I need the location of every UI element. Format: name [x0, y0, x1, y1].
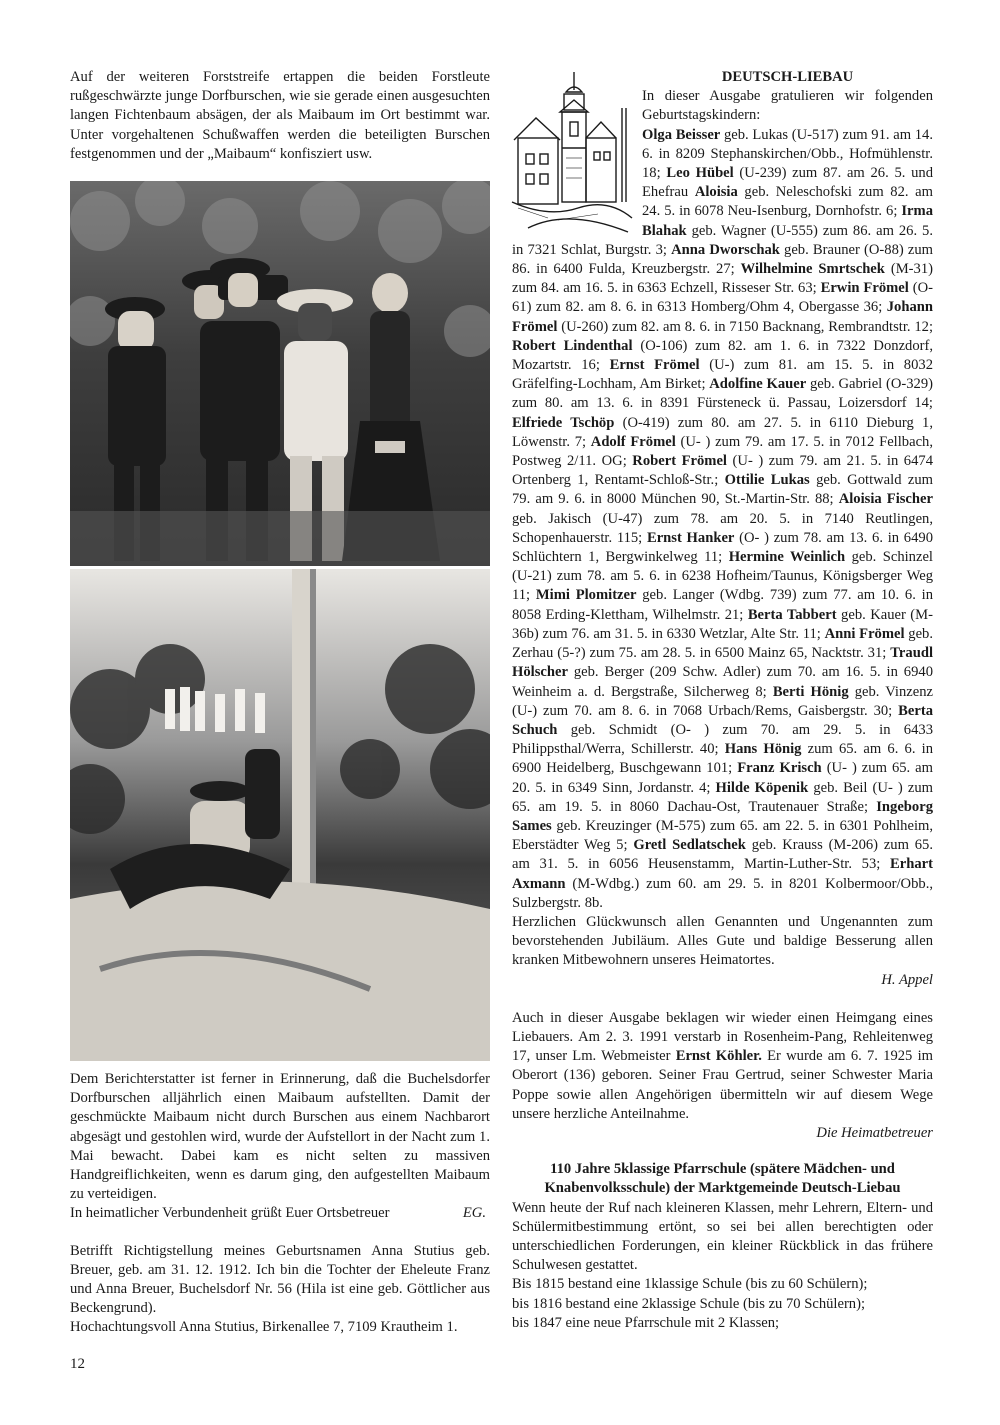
birthday-details: geb. Schinzel (U-21) zum 78. am 5. 6. in 6238 Hofheim/Taunus, Königsberger Weg 11; — [512, 549, 933, 604]
birthday-name: Elfriede Tschöp — [512, 414, 615, 431]
birthday-details: (M-Wdbg.) zum 60. am 29. 5. in 8201 Kolbermoor/Obb., Sulzbergstr. 8b. — [512, 875, 933, 911]
birthday-name: Ernst Hanker — [646, 529, 735, 546]
birthday-list — [512, 126, 933, 913]
photo-village-youths-image — [70, 181, 490, 566]
birthday-details: (O-419) zum 80. am 27. 5. in 6110 Dieburg 1, Löwenstr. 7; — [512, 414, 933, 450]
birthday-name: Berta Schuch — [512, 702, 933, 738]
birthday-details: (U- ) zum 79. am 21. 5. in 6474 Ortenberg 1, Rentamt-Schloß-Str.; — [512, 453, 933, 489]
birthday-details: zum 65. am 6. 6. in 6900 Heidelberg, Buschgewann 101; — [512, 741, 933, 777]
birthday-details: (O- ) zum 78. am 13. 6. in 6490 Schlüchtern 1, Bergwinkelweg 11; — [512, 529, 933, 566]
birthday-name: Anni Frömel — [824, 625, 905, 642]
birthday-name: Aloisia Fischer — [838, 491, 933, 508]
birthday-name: Anna Dworschak — [671, 241, 780, 258]
maypole-report-paragraph: Dem Berichterstatter ist ferner in Erinnerung, daß die Buchelsdorfer Dorfburschen alljährlich einen Maibaum aufstellten. Damit der geschmückte Maibaum nicht durch Burschen aus einem Nachbarort abgesägt und gestohlen wird, wurde der Aufstellort in der Nacht zum 1. Mai bewacht. Dabei kam es nicht selten zu massiven Handgreiflichkeiten, wenn es darum ging, den aufgestellten Maibaum zu verteidigen. — [70, 1071, 490, 1203]
birthday-details: (U-260) zum 82. am 8. 6. in 7150 Backnang, Rembrandtstr. 12; — [557, 318, 933, 335]
birthday-details: (U- ) zum 79. am 17. 5. in 7012 Fellbach, Postweg 2/11. OG; — [512, 433, 933, 470]
birthday-name: Berti Hönig — [772, 683, 849, 700]
photo-maypole-image — [70, 569, 490, 1061]
birthday-name: Hilde Köpenik — [715, 779, 809, 796]
birthday-details: (O-106) zum 82. am 1. 6. in 7322 Donzdorf, Mozartstr. 16; — [512, 337, 934, 374]
greeting-text: In heimatlicher Verbundenheit grüßt Euer Ortsbetreuer — [70, 1205, 390, 1222]
birthday-details: geb. Kauer (M-36b) zum 76. am 31. 5. in 6330 Wetzlar, Alte Str. 11; — [512, 606, 934, 642]
regards-line: Hochachtungsvoll Anna Stutius, Birkenallee 7, 7109 Krautheim 1. — [70, 1319, 458, 1336]
birthday-details: geb. Berger (209 Schw. Adler) zum 70. am 16. 5. in 6940 Weinheim a. d. Bergstraße, Silcherweg 8; — [512, 664, 933, 700]
birthday-details: geb. Vinzenz (U-) zum 70. am 8. 6. in 7068 Urbach/Rems, Gaisbergstr. 30; — [512, 683, 933, 719]
birthday-details: (M-31) zum 84. am 16. 5. in 6363 Echzell, Risseser Str. 63; — [512, 261, 933, 297]
birthday-name: Robert Frömel — [632, 453, 727, 470]
birthday-name: Ernst Frömel — [609, 357, 700, 374]
birthday-details: geb. Gabriel (O-329) zum 80. am 13. 6. in 8391 Fürsteneck ü. Passau, Loizersdorf 14; — [512, 376, 933, 412]
birthday-name: Adolfine Kauer — [709, 376, 807, 393]
birthday-details: geb. Kreuzinger (M-575) zum 65. am 22. 5. in 6301 Pohlheim, Eberstädter Weg 5; — [512, 817, 933, 854]
wishes-signature: H. Appel — [881, 971, 933, 988]
birthday-details: (U- ) zum 65. am 20. 5. in 6349 Sinn, Jordanstr. 4; — [512, 760, 934, 796]
school-history-line: bis 1847 eine neue Pfarrschule mit 2 Klassen; — [512, 1314, 780, 1331]
birthday-name: Gretl Sedlatschek — [633, 837, 746, 854]
birthday-name: Franz Krisch — [737, 760, 822, 777]
obituary-name: Ernst Köhler. — [675, 1048, 762, 1065]
birthday-details: (U-239) zum 87. am 26. 5. und Ehefrau — [642, 165, 934, 201]
wishes-paragraph: Herzlichen Glückwunsch allen Genannten und Ungenannten zum bevorstehenden Jubiläum. Alles Gute und baldige Besserung allen kranken Mitbewohnern unseres Heimatortes. — [512, 913, 933, 969]
birthday-name: Adolf Frömel — [590, 433, 676, 450]
obituary-text-before: Auch in dieser Ausgabe beklagen wir wieder einen Heimgang eines Liebauers. Am 2. 3. 1991 verstarb in Rosenheim-Pang, Rehleitenweg 17, unser Lm. Webmeister — [512, 1009, 933, 1065]
school-history-line: Bis 1815 bestand eine 1klassige Schule (bis zu 60 Schülern); — [512, 1276, 868, 1293]
birthday-details: (U-) zum 81. am 15. 5. in 8032 Gräfelfing-Lochham, Am Birket; — [512, 357, 933, 393]
birthday-details: geb. Lukas (U-517) zum 91. am 14. 6. in 8209 Stephanskirchen/Obb., Hofmühlenstr. 18; — [642, 126, 933, 182]
deutsch-liebau-heading: DEUTSCH-LIEBAU — [721, 69, 854, 85]
birthday-details: geb. Schmidt (O- ) zum 70. am 29. 5. in 6433 Philippsthal/Werra, Schillerstr. 40; — [512, 721, 933, 758]
forest-patrol-paragraph: Auf der weiteren Forststreife ertappen die beiden Forstleute rußgeschwärzte junge Dorfburschen, wie sie gerade einen ausgesuchten langen Fichtenbaum absägen, der als Maibaum im Ort bestimmt war. Unter vorgehaltenen Schußwaffen werden die beteiligten Burschen festgenommen und der „Maibaum“ konfisziert usw. — [70, 69, 490, 162]
birthday-details: geb. Gottwald zum 79. am 9. 6. in 8000 München 90, St.-Martin-Str. 88; — [512, 472, 934, 508]
left-report-text — [70, 1070, 490, 1338]
birthday-details: geb. Beil (U- ) zum 65. am 19. 5. in 8060 Dachau-Ost, Trautenauer Straße; — [512, 779, 933, 815]
birthday-name: Hans Hönig — [724, 741, 802, 758]
page-number: 12 — [70, 1356, 85, 1372]
birthday-name: Olga Beisser — [642, 126, 721, 143]
birthday-name: Leo Hübel — [666, 165, 734, 182]
birthday-name: Traudl Hölscher — [512, 645, 933, 681]
school-anniversary-heading: 110 Jahre 5klassige Pfarrschule (spätere Mädchen- und Knabenvolksschule) der Marktgemeinde Deutsch-Liebau — [544, 1161, 901, 1197]
birthday-details: (O-61) zum 82. am 8. 6. in 6313 Homberg/Ohm 4, Obergasse 36; — [512, 280, 933, 316]
birthday-name: Erhart Axmann — [512, 856, 933, 892]
birthday-details: geb. Krauss (M-206) zum 65. am 31. 5. in 6056 Heusenstamm, Martin-Luther-Str. 53; — [512, 837, 933, 873]
birthday-details: geb. Langer (Wdbg. 739) zum 77. am 10. 6. in 8058 Erding-Klettham, Wilhelmstr. 21; — [512, 587, 933, 623]
photo-maypole — [70, 569, 490, 1061]
obituary-paragraph — [512, 1009, 933, 1124]
birthday-name: Ottilie Lukas — [724, 472, 810, 489]
photo-village-youths — [70, 181, 490, 566]
correction-paragraph: Betrifft Richtigstellung meines Geburtsnamen Anna Stutius geb. Breuer, geb. am 31. 12. 1912. Ich bin die Tochter der Eheleute Franz und Anna Breuer, Buchelsdorf Nr. 56 (Hila ist eine geb. Göttlicher aus Beckengrund). — [70, 1242, 490, 1317]
birthday-details: geb. Brauner (O-88) zum 86. in 6400 Fulda, Kreuzbergstr. 27; — [512, 241, 934, 278]
church-sketch-icon — [508, 68, 636, 236]
birthday-name: Mimi Plomitzer — [535, 587, 637, 604]
birthday-name: Wilhelmine Smrtschek — [740, 261, 885, 278]
right-column — [512, 68, 933, 1333]
birthday-details: geb. Neleschofski zum 82. am 24. 5. in 6078 Neu-Isenburg, Dornhofstr. 6; — [642, 184, 933, 220]
birthday-name: Berta Tabbert — [747, 606, 837, 623]
birthday-name: Irma Blahak — [642, 203, 933, 239]
obituary-signature: Die Heimatbetreuer — [816, 1124, 933, 1141]
birthday-details: geb. Zerhau (5-?) zum 75. am 28. 5. in 6500 Mainz 65, Nacktstr. 31; — [512, 625, 934, 662]
birthday-details: geb. Wagner (U-555) zum 86. am 26. 5. in 7321 Schlat, Burgstr. 3; — [512, 222, 933, 258]
birthday-name: Erwin Frömel — [820, 280, 909, 297]
left-intro-text — [70, 68, 490, 164]
birthday-name: Ingeborg Sames — [512, 798, 933, 834]
birthday-name: Hermine Weinlich — [728, 549, 846, 566]
school-history-line: bis 1816 bestand eine 2klassige Schule (bis zu 70 Schülern); — [512, 1295, 866, 1312]
greeting-line — [70, 1204, 490, 1223]
birthdays-intro: In dieser Ausgabe gratulieren wir folgenden Geburtstagskindern: — [642, 88, 933, 124]
obituary-text-after: Er wurde am 6. 7. 1925 im Oberort (136) geboren. Seiner Frau Gertrud, seiner Schwester Maria Poppe sowie allen Angehörigen übermitteln wir auf diesem Wege unsere herzliche Anteilnahme. — [512, 1048, 933, 1122]
school-intro-paragraph: Wenn heute der Ruf nach kleineren Klassen, mehr Lehrern, Eltern- und Schülermitbestimmung ertönt, so sei bei allen berechtigten oder unterschiedlichen Forderungen, ein kleiner Rückblick in das frühere Schulwesen gestattet. — [512, 1199, 933, 1274]
birthday-details: geb. Jakisch (U-47) zum 78. am 20. 5. in 7140 Reutlingen, Schopenhauerstr. 115; — [512, 510, 933, 546]
greeting-initials: EG. — [462, 1205, 486, 1222]
birthday-name: Robert Lindenthal — [512, 337, 633, 354]
birthday-name: Aloisia — [694, 184, 738, 201]
birthday-name: Johann Frömel — [512, 299, 933, 335]
